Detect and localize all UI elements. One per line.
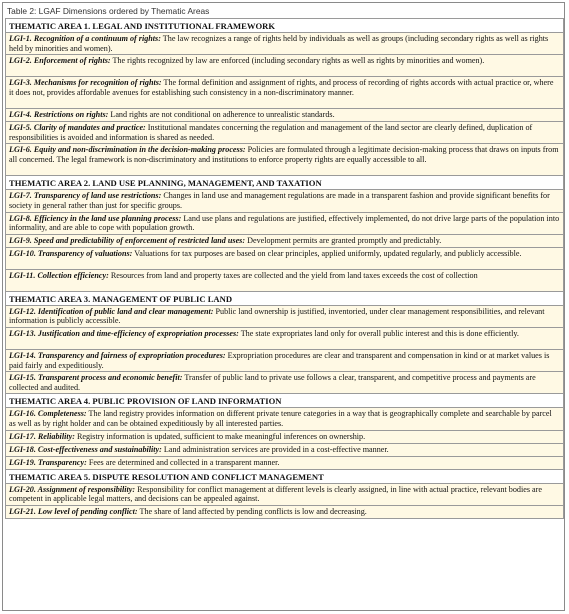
indicator-description: The land registry provides information on different private tenure categories in a way that is geographically complete and searchable by parcel as well as by right holder and can be obtained expeditiously by all interested parties.	[9, 409, 552, 428]
indicator-row	[6, 269, 564, 291]
indicator-title: Efficiency in the land use planning process:	[33, 213, 182, 223]
indicator-id: LGI-16.	[9, 409, 38, 419]
indicator-row	[6, 33, 564, 55]
indicator-title: Completeness:	[37, 409, 87, 419]
indicator-description: Expropriation procedures are clear and transparent and compensation in kind or at market values is paid fairly and expeditiously.	[9, 350, 550, 370]
indicator-row	[6, 212, 564, 234]
indicator-description: The law recognizes a range of rights held by individuals as well as groups (including secondary rights as well as rights held by minorities and women).	[9, 34, 549, 53]
indicator-row	[6, 122, 564, 144]
indicator-cell	[6, 372, 564, 394]
indicator-description: Public land ownership is justified, inventoried, under clear management responsibilities, and relevant information is publicly accessible.	[9, 306, 545, 326]
indicator-description: Changes in land use and management regulations are made in a transparent fashion and provide significant benefits for society in general rather than just for specific groups.	[9, 191, 550, 210]
indicator-row	[6, 77, 564, 109]
indicator-description: Resources from land and property taxes are collected and the yield from land taxes exceeds the cost of collection	[108, 270, 478, 280]
indicator-id: LGI-12.	[9, 306, 38, 316]
indicator-row	[6, 456, 564, 469]
indicator-description: Land rights are not conditional on adherence to unrealistic standards.	[108, 110, 335, 120]
indicator-title: Transparency of valuations:	[37, 248, 133, 258]
indicator-cell	[6, 33, 564, 55]
indicator-row	[6, 305, 564, 327]
indicator-row	[6, 349, 564, 371]
thematic-area-row	[6, 394, 564, 408]
indicator-description: Valuations for tax purposes are based on clear principles, applied uniformly, updated regularly, and publicly accessible.	[132, 248, 522, 258]
indicator-id: LGI-17.	[9, 431, 38, 441]
indicator-description: Registry information is updated, sufficient to make meaningful inferences on ownership.	[74, 431, 366, 441]
indicator-description: Policies are formulated through a legitimate decision-making process that draws on inputs from all concerned. The legal framework is non-discriminatory and institutions to enforce property rights are equally accessible to all.	[9, 145, 559, 164]
indicator-id: LGI-3.	[9, 78, 34, 88]
indicator-row	[6, 109, 564, 122]
thematic-area-row	[6, 176, 564, 190]
indicator-cell	[6, 190, 564, 212]
thematic-area-heading: THEMATIC AREA 3. MANAGEMENT OF PUBLIC LAND	[6, 291, 564, 305]
indicator-row	[6, 190, 564, 212]
thematic-area-heading: THEMATIC AREA 4. PUBLIC PROVISION OF LAND INFORMATION	[6, 394, 564, 408]
indicator-row	[6, 234, 564, 247]
indicator-title: Clarity of mandates and practice:	[33, 123, 146, 133]
indicator-cell	[6, 77, 564, 109]
indicator-description: The formal definition and assignment of rights, and process of recording of rights accords with actual practice or, where it does not, provides affordable avenues for establishing such consistency in a non-discriminatory manner.	[9, 78, 554, 97]
indicator-title: Assignment of responsibility:	[37, 484, 136, 494]
indicator-id: LGI-6.	[9, 145, 34, 155]
indicator-title: Speed and predictability of enforcement of restricted land uses:	[33, 235, 246, 245]
indicator-row	[6, 55, 564, 77]
indicator-title: Mechanisms for recognition of rights:	[33, 78, 162, 88]
indicator-row	[6, 505, 564, 518]
indicator-title: Reliability:	[37, 431, 75, 441]
indicator-title: Restrictions on rights:	[33, 110, 109, 120]
indicator-id: LGI-5.	[9, 123, 34, 133]
indicator-title: Equity and non-discrimination in the decision-making process:	[33, 145, 246, 155]
indicator-id: LGI-20.	[9, 484, 38, 494]
indicator-cell	[6, 234, 564, 247]
indicator-cell	[6, 327, 564, 349]
indicator-cell	[6, 408, 564, 430]
indicator-cell	[6, 305, 564, 327]
indicator-description: The share of land affected by pending conflicts is low and decreasing.	[137, 506, 367, 516]
indicator-title: Identification of public land and clear management:	[37, 306, 214, 316]
thematic-area-heading: THEMATIC AREA 5. DISPUTE RESOLUTION AND CONFLICT MANAGEMENT	[6, 469, 564, 483]
indicator-cell	[6, 269, 564, 291]
indicator-id: LGI-18.	[9, 444, 38, 454]
lgaf-dimensions-table	[5, 18, 564, 519]
indicator-id: LGI-10.	[9, 248, 38, 258]
indicator-id: LGI-2.	[9, 56, 34, 66]
indicator-description: Transfer of public land to private use follows a clear, transparent, and competitive process and payments are collected and audited.	[9, 373, 536, 392]
indicator-id: LGI-9.	[9, 235, 34, 245]
indicator-cell	[6, 443, 564, 456]
indicator-cell	[6, 247, 564, 269]
indicator-cell	[6, 212, 564, 234]
indicator-row	[6, 443, 564, 456]
table-frame	[2, 2, 565, 611]
thematic-area-row	[6, 469, 564, 483]
indicator-title: Collection efficiency:	[37, 270, 109, 280]
indicator-description: The rights recognized by law are enforced (including secondary rights as well as rights by minorities and women).	[110, 56, 485, 66]
indicator-title: Enforcement of rights:	[33, 56, 111, 66]
thematic-area-heading: THEMATIC AREA 1. LEGAL AND INSTITUTIONAL FRAMEWORK	[6, 19, 564, 33]
indicator-description: Land administration services are provided in a cost-effective manner.	[161, 444, 389, 454]
indicator-cell	[6, 122, 564, 144]
indicator-description: The state expropriates land only for overall public interest and this is done efficiently.	[238, 328, 519, 338]
indicator-id: LGI-15.	[9, 373, 38, 383]
indicator-id: LGI-21.	[9, 506, 38, 516]
indicator-row	[6, 144, 564, 176]
thematic-area-row	[6, 291, 564, 305]
indicator-cell	[6, 55, 564, 77]
indicator-cell	[6, 349, 564, 371]
indicator-id: LGI-11.	[9, 270, 38, 280]
indicator-cell	[6, 505, 564, 518]
indicator-cell	[6, 109, 564, 122]
indicator-id: LGI-8.	[9, 213, 34, 223]
indicator-title: Low level of pending conflict:	[37, 506, 138, 516]
thematic-area-row	[6, 19, 564, 33]
indicator-cell	[6, 144, 564, 176]
indicator-cell	[6, 456, 564, 469]
indicator-title: Transparency:	[37, 457, 87, 467]
indicator-row	[6, 372, 564, 394]
indicator-row	[6, 327, 564, 349]
indicator-title: Justification and time-efficiency of expropriation processes:	[37, 328, 239, 338]
indicator-id: LGI-19.	[9, 457, 38, 467]
indicator-id: LGI-7.	[9, 191, 34, 201]
indicator-id: LGI-1.	[9, 34, 34, 43]
indicator-row	[6, 430, 564, 443]
indicator-title: Cost-effectiveness and sustainability:	[37, 444, 162, 454]
thematic-area-heading: THEMATIC AREA 2. LAND USE PLANNING, MANAGEMENT, AND TAXATION	[6, 176, 564, 190]
table-body	[6, 19, 564, 519]
indicator-id: LGI-4.	[9, 110, 34, 120]
indicator-title: Transparency of land use restrictions:	[33, 191, 162, 201]
indicator-row	[6, 247, 564, 269]
indicator-id: LGI-14.	[9, 350, 38, 360]
indicator-id: LGI-13.	[9, 328, 38, 338]
indicator-cell	[6, 430, 564, 443]
indicator-row	[6, 483, 564, 505]
indicator-description: Responsibility for conflict management at different levels is clearly assigned, in line with actual practice, relevant bodies are competent in applicable legal matters, and decisions can be appealed against.	[9, 484, 542, 504]
indicator-description: Institutional mandates concerning the regulation and management of the land sector are clearly defined, duplication of responsibilities is avoided and information is shared as needed.	[9, 123, 533, 142]
indicator-description: Development permits are granted promptly and predictably.	[245, 235, 442, 245]
indicator-title: Transparent process and economic benefit:	[37, 373, 183, 383]
table-caption: Table 2: LGAF Dimensions ordered by Thematic Areas	[7, 6, 210, 16]
indicator-title: Transparency and fairness of expropriation procedures:	[37, 350, 226, 360]
indicator-cell	[6, 483, 564, 505]
indicator-description: Land use plans and regulations are justified, effectively implemented, do not drive large parts of the population into informality, and are able to cope with population growth.	[9, 213, 560, 233]
indicator-title: Recognition of a continuum of rights:	[33, 34, 161, 43]
indicator-description: Fees are determined and collected in a transparent manner.	[86, 457, 280, 467]
indicator-row	[6, 408, 564, 430]
